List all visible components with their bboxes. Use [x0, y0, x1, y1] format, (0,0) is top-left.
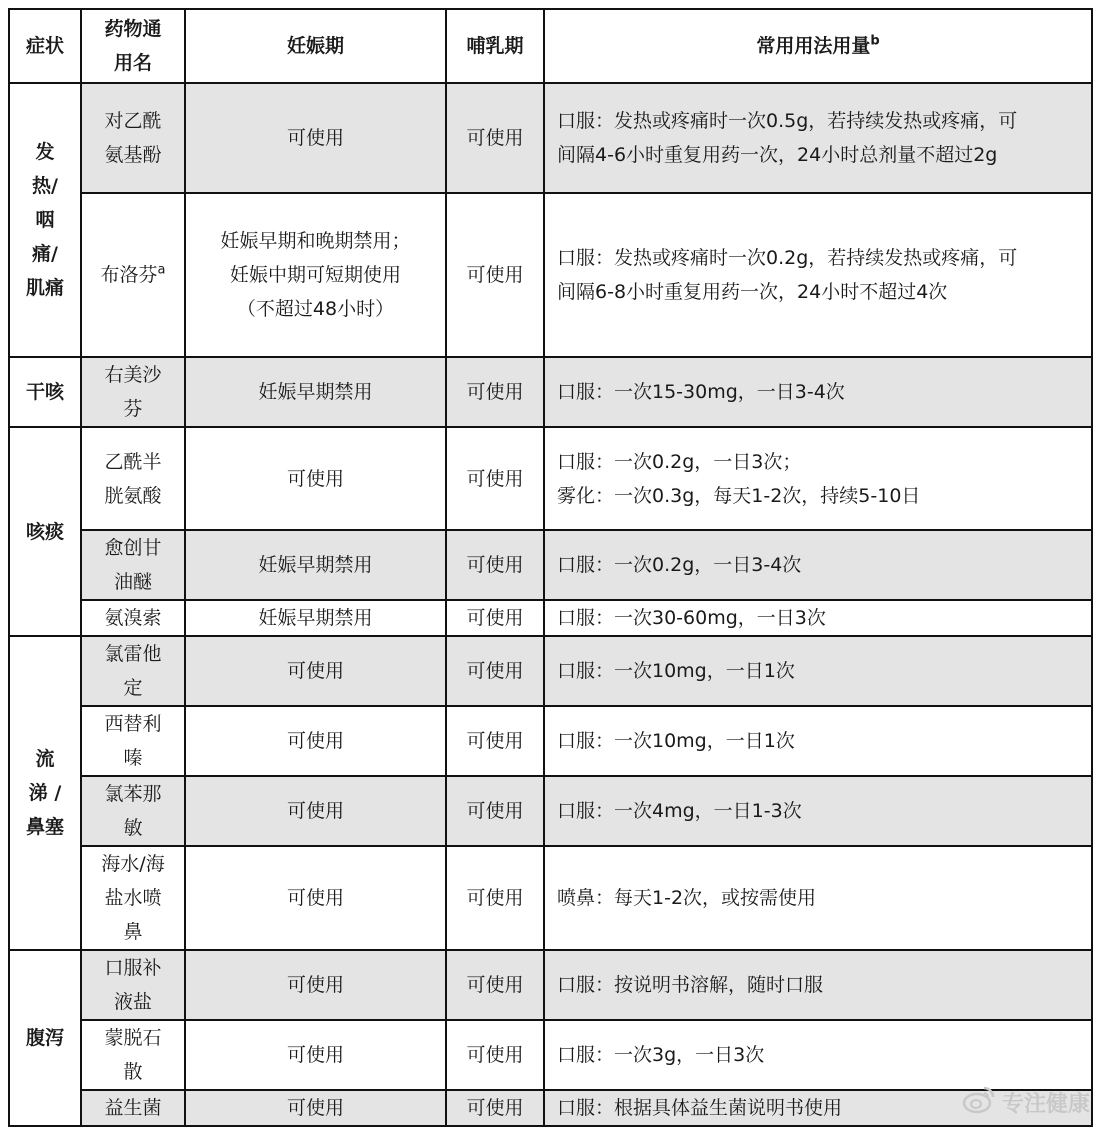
drug-name: 愈创甘 油醚: [81, 530, 185, 600]
header-row: [9, 9, 1092, 83]
header-usage: 常用用法用量$^b$: [544, 9, 1092, 83]
usage-dosage: 口服：一次10mg，一日1次: [544, 636, 1092, 706]
lactation-status: 可使用: [446, 776, 544, 846]
drug-name: 氯苯那 敏: [81, 776, 185, 846]
usage-dosage: 口服：发热或疼痛时一次0.5g，若持续发热或疼痛，可 间隔4-6小时重复用药一次，24小时总剂量不超过2g: [544, 83, 1092, 193]
usage-dosage: 口服：按说明书溶解，随时口服: [544, 950, 1092, 1020]
usage-dosage: 口服：一次30-60mg，一日3次: [544, 600, 1092, 636]
table-row: [9, 1020, 1092, 1090]
drug-name: 氨溴索: [81, 600, 185, 636]
drug-name: 对乙酰 氨基酚: [81, 83, 185, 193]
pregnancy-status: 可使用: [185, 83, 446, 193]
header-symptom: 症状: [9, 9, 81, 83]
lactation-status: 可使用: [446, 83, 544, 193]
symptom-cell-sputum: 咳痰: [9, 427, 81, 636]
lactation-status: 可使用: [446, 950, 544, 1020]
usage-dosage: 口服：一次10mg，一日1次: [544, 706, 1092, 776]
table-row: [9, 636, 1092, 706]
usage-dosage: 口服：根据具体益生菌说明书使用: [544, 1090, 1092, 1126]
table-row: [9, 427, 1092, 530]
drug-name: 氯雷他 定: [81, 636, 185, 706]
pregnancy-status: 可使用: [185, 1020, 446, 1090]
table-row: [9, 776, 1092, 846]
table-row: [9, 706, 1092, 776]
drug-name: 右美沙 芬: [81, 357, 185, 427]
lactation-status: 可使用: [446, 357, 544, 427]
lactation-status: 可使用: [446, 636, 544, 706]
table-row: [9, 846, 1092, 950]
drug-name: 益生菌: [81, 1090, 185, 1126]
weibo-icon: [962, 1084, 996, 1120]
symptom-cell-runny-nose: 流 涕 / 鼻塞: [9, 636, 81, 950]
watermark: [962, 1084, 1090, 1120]
pregnancy-status: 妊娠早期禁用: [185, 357, 446, 427]
pregnancy-status: 可使用: [185, 706, 446, 776]
pregnancy-status: 妊娠早期禁用: [185, 600, 446, 636]
lactation-status: 可使用: [446, 1090, 544, 1126]
pregnancy-status: 可使用: [185, 950, 446, 1020]
table-row: [9, 357, 1092, 427]
table-row: [9, 600, 1092, 636]
usage-dosage: 口服：一次0.2g，一日3次； 雾化：一次0.3g，每天1-2次，持续5-10日: [544, 427, 1092, 530]
table-row: [9, 950, 1092, 1020]
drug-name: 西替利 嗪: [81, 706, 185, 776]
medication-table: [8, 8, 1093, 1127]
usage-dosage: 口服：一次3g，一日3次: [544, 1020, 1092, 1090]
header-drug: 药物通 用名: [81, 9, 185, 83]
pregnancy-status: 可使用: [185, 1090, 446, 1126]
usage-dosage: 喷鼻：每天1-2次，或按需使用: [544, 846, 1092, 950]
drug-name: 口服补 液盐: [81, 950, 185, 1020]
usage-dosage: 口服：发热或疼痛时一次0.2g，若持续发热或疼痛，可 间隔6-8小时重复用药一次，24小时不超过4次: [544, 193, 1092, 357]
pregnancy-status: 妊娠早期和晚期禁用； 妊娠中期可短期使用 （不超过48小时）: [185, 193, 446, 357]
usage-dosage: 口服：一次4mg，一日1-3次: [544, 776, 1092, 846]
lactation-status: 可使用: [446, 846, 544, 950]
symptom-cell-fever: 发 热/ 咽 痛/ 肌痛: [9, 83, 81, 357]
watermark-text: 专注健康: [1001, 1091, 1090, 1117]
header-lactation: 哺乳期: [446, 9, 544, 83]
pregnancy-status: 可使用: [185, 846, 446, 950]
lactation-status: 可使用: [446, 427, 544, 530]
symptom-cell-dry-cough: 干咳: [9, 357, 81, 427]
pregnancy-status: 可使用: [185, 636, 446, 706]
pregnancy-status: 可使用: [185, 776, 446, 846]
drug-name: 布洛芬$^a$: [81, 193, 185, 357]
lactation-status: 可使用: [446, 1020, 544, 1090]
usage-dosage: 口服：一次15-30mg，一日3-4次: [544, 357, 1092, 427]
lactation-status: 可使用: [446, 600, 544, 636]
header-pregnancy: 妊娠期: [185, 9, 446, 83]
table-row: [9, 1090, 1092, 1126]
drug-name: 海水/海 盐水喷 鼻: [81, 846, 185, 950]
lactation-status: 可使用: [446, 530, 544, 600]
table-row: [9, 83, 1092, 193]
pregnancy-status: 可使用: [185, 427, 446, 530]
usage-dosage: 口服：一次0.2g，一日3-4次: [544, 530, 1092, 600]
lactation-status: 可使用: [446, 706, 544, 776]
symptom-cell-diarrhea: 腹泻: [9, 950, 81, 1126]
drug-name: 乙酰半 胱氨酸: [81, 427, 185, 530]
pregnancy-status: 妊娠早期禁用: [185, 530, 446, 600]
table-row: [9, 193, 1092, 357]
drug-name: 蒙脱石 散: [81, 1020, 185, 1090]
lactation-status: 可使用: [446, 193, 544, 357]
table-row: [9, 530, 1092, 600]
